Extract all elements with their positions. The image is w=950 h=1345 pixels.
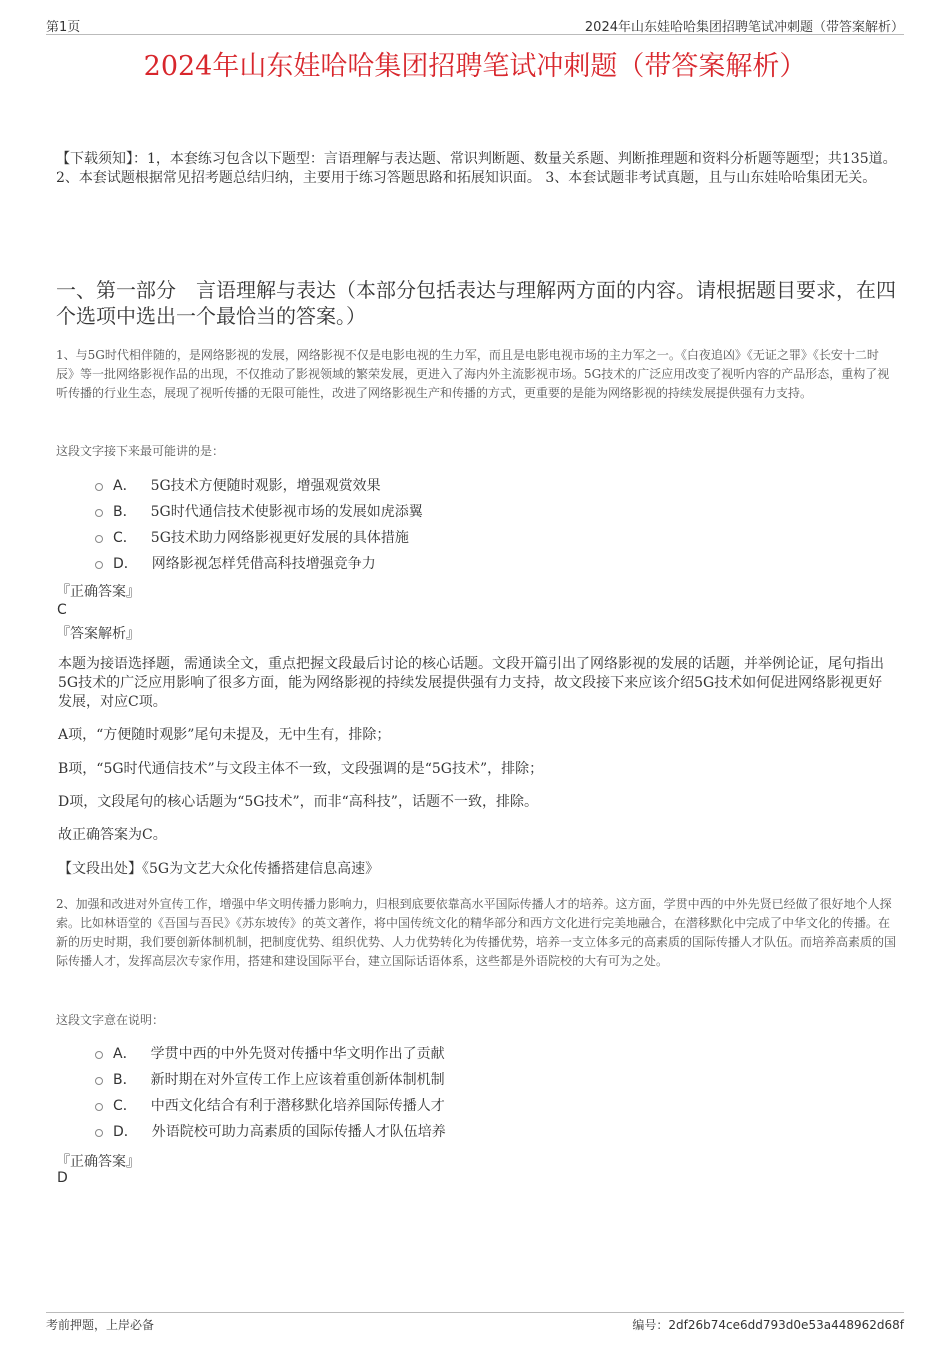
analysis-paragraph: 本题为接语选择题，需通读全文，重点把握文段最后讨论的核心话题。文段开篇引出了网络影视的发展的话题，并举例论证，尾句指出5G技术的广泛应用影响了很多方面，能为网络影视的持续发展提供强有力支持，故文段接下来应该介绍5G技术如何促进网络影视更好发展，对应C项。	[58, 656, 884, 710]
question-1-option-c[interactable]: C． 5G技术助力网络影视更好发展的具体措施	[95, 524, 855, 550]
question-2-text: 2、加强和改进对外宣传工作，增强中华文明传播力影响力，归根到底要依靠高水平国际传播人才的培养。这方面，学贯中西的中外先贤已经做了很好地个人探索。比如林语堂的《吾国与吾民》《苏东坡传》的英文著作，将中国传统文化的精华部分和西方文化进行完美地融合，在潜移默化中完成了中华文化的传播。在新的历史时期，我们要创新体制机制，把制度优势、组织优势、人力优势转化为传播优势，培养一支立体多元的高素质的国际传播人才队伍。而培养高素质的国际传播人才，发挥高层次专家作用，搭建和建设国际平台，建立国际话语体系，这些都是外语院校的大有可为之处。	[56, 897, 897, 968]
question-2-options	[95, 1040, 855, 1144]
question-1-answer: C	[57, 602, 67, 618]
question-1-option-a[interactable]: A． 5G技术方便随时观影，增强观赏效果	[95, 472, 855, 498]
footer-slogan: 考前押题，上岸必备	[46, 1318, 155, 1332]
analysis-label: 『答案解析』	[56, 626, 140, 642]
section-heading: 一、第一部分 言语理解与表达（本部分包括表达与理解两方面的内容。请根据题目要求，在四个选项中选出一个最恰当的答案。）	[56, 278, 896, 328]
page-title: 2024年山东娃哈哈集团招聘笔试冲刺题（带答案解析）	[143, 51, 807, 82]
header-doc-title: 2024年山东娃哈哈集团招聘笔试冲刺题（带答案解析）	[584, 20, 904, 35]
question-1-option-d[interactable]: D． 网络影视怎样凭借高科技增强竞争力	[95, 550, 855, 576]
analysis-source: 【文段出处】《5G为文艺大众化传播搭建信息高速》	[58, 861, 380, 877]
question-2-answer: D	[57, 1170, 68, 1186]
answer-label: 『正确答案』	[56, 1154, 140, 1170]
question-1-prompt: 这段文字接下来最可能讲的是：	[56, 444, 225, 458]
question-2-option-a[interactable]: A． 学贯中西的中外先贤对传播中华文明作出了贡献	[95, 1040, 855, 1066]
download-notice: 【下载须知】：1，本套练习包含以下题型：言语理解与表达题、常识判断题、数量关系题、判断推理题和资料分析题等题型；共135道。 2、本套试题根据常见招考题总结归纳，主要用于练习答题思路和拓展知识面。 3、本套试题非考试真题，且与山东娃哈哈集团无关。	[56, 151, 897, 186]
page-header	[46, 14, 904, 35]
question-2-option-b[interactable]: B． 新时期在对外宣传工作上应该着重创新体制机制	[95, 1066, 855, 1092]
radio-icon[interactable]	[95, 561, 103, 569]
radio-icon[interactable]	[95, 535, 103, 543]
analysis-option-d: D项，文段尾句的核心话题为“5G技术”，而非“高科技”，话题不一致，排除。	[58, 794, 538, 810]
radio-icon[interactable]	[95, 1051, 103, 1059]
question-1-option-b[interactable]: B． 5G时代通信技术使影视市场的发展如虎添翼	[95, 498, 855, 524]
page-number: 第1页	[46, 20, 81, 35]
question-1-text: 1、与5G时代相伴随的，是网络影视的发展，网络影视不仅是电影电视的生力军，而且是电影电视市场的主力军之一。《白夜追凶》《无证之罪》《长安十二时辰》等一批网络影视作品的出现，不仅推动了影视领域的繁荣发展，更进入了海内外主流影视市场。5G技术的广泛应用改变了视听内容的产品形态，重构了视听传播的行业生态，展现了视听传播的无限可能性，改进了网络影视生产和传播的方式，更重要的是能为网络影视的持续发展提供强有力支持。	[56, 348, 890, 400]
footer-code	[632, 1316, 904, 1333]
analysis-option-a: A项，“方便随时观影”尾句未提及，无中生有，排除；	[58, 727, 391, 743]
question-2-prompt: 这段文字意在说明：	[56, 1013, 165, 1027]
page-footer	[46, 1312, 904, 1335]
question-1-options	[95, 472, 855, 576]
footer-code-value: 2df26b74ce6dd793d0e53a448962d68f	[668, 1318, 904, 1332]
radio-icon[interactable]	[95, 1077, 103, 1085]
analysis-option-b: B项，“5G时代通信技术”与文段主体不一致，文段强调的是“5G技术”，排除；	[58, 761, 544, 777]
question-2-option-c[interactable]: C． 中西文化结合有利于潜移默化培养国际传播人才	[95, 1092, 855, 1118]
footer-code-label: 编号：	[632, 1318, 669, 1332]
analysis-conclusion: 故正确答案为C。	[58, 827, 167, 843]
radio-icon[interactable]	[95, 1129, 103, 1137]
radio-icon[interactable]	[95, 483, 103, 491]
radio-icon[interactable]	[95, 509, 103, 517]
question-2-option-d[interactable]: D． 外语院校可助力高素质的国际传播人才队伍培养	[95, 1118, 855, 1144]
radio-icon[interactable]	[95, 1103, 103, 1111]
answer-label: 『正确答案』	[56, 584, 140, 600]
